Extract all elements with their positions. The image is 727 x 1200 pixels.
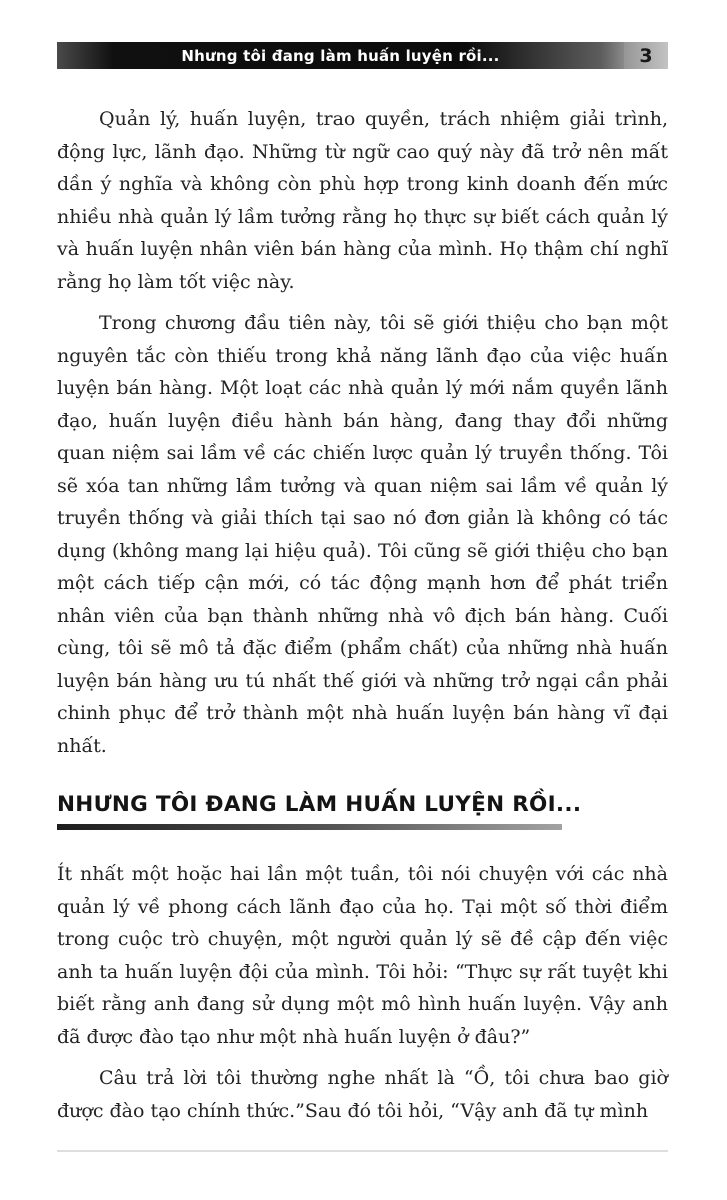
body-paragraph: Ít nhất một hoặc hai lần một tuần, tôi nói chuyện với các nhà quản lý về phong cách lãnh đạo của họ. Tại một số thời điểm trong cuộc trò chuyện, một người quản lý sẽ đề cập đến việc anh ta huấn luyện đội của mình. Tôi hỏi: “Thực sự rất tuyệt khi biết rằng anh đang sử dụng một mô hình huấn luyện. Vậy anh đã được đào tạo như một nhà huấn luyện ở đâu?” bbox=[57, 863, 668, 1048]
page-header bbox=[57, 42, 668, 69]
chapter-section bbox=[57, 792, 668, 1127]
page-body bbox=[57, 103, 668, 1127]
body-paragraph: Câu trả lời tôi thường nghe nhất là “Ồ, tôi chưa bao giờ được đào tạo chính thức.”Sau đó tôi hỏi, “Vậy anh đã tự mình bbox=[57, 1067, 668, 1122]
body-paragraph: Quản lý, huấn luyện, trao quyền, trách nhiệm giải trình, động lực, lãnh đạo. Những từ ngữ cao quý này đã trở nên mất dần ý nghĩa và không còn phù hợp trong kinh doanh đến mức nhiều nhà quản lý lầm tưởng rằng họ thực sự biết cách quản lý và huấn luyện nhân viên bán hàng của mình. Họ thậm chí nghĩ rằng họ làm tốt việc này. bbox=[57, 108, 668, 293]
running-head-bar bbox=[57, 42, 624, 69]
section-heading: NHƯNG TÔI ĐANG LÀM HUẤN LUYỆN RỒI... bbox=[57, 792, 582, 817]
running-head: Nhưng tôi đang làm huấn luyện rồi... bbox=[181, 46, 500, 65]
page-number: 3 bbox=[639, 44, 653, 67]
bottom-divider bbox=[57, 1150, 668, 1152]
heading-underline bbox=[57, 824, 562, 830]
body-paragraph: Trong chương đầu tiên này, tôi sẽ giới thiệu cho bạn một nguyên tắc còn thiếu trong khả năng lãnh đạo của việc huấn luyện bán hàng. Một loạt các nhà quản lý mới nắm quyền lãnh đạo, huấn luyện điều hành bán hàng, đang thay đổi những quan niệm sai lầm về các chiến lược quản lý truyền thống. Tôi sẽ xóa tan những lầm tưởng và quan niệm sai lầm về quản lý truyền thống và giải thích tại sao nó đơn giản là không có tác dụng (không mang lại hiệu quả). Tôi cũng sẽ giới thiệu cho bạn một cách tiếp cận mới, có tác động mạnh hơn để phát triển nhân viên của bạn thành những nhà vô địch bán hàng. Cuối cùng, tôi sẽ mô tả đặc điểm (phẩm chất) của những nhà huấn luyện bán hàng ưu tú nhất thế giới và những trở ngại cần phải chinh phục để trở thành một nhà huấn luyện bán hàng vĩ đại nhất. bbox=[57, 312, 668, 757]
page-number-box bbox=[624, 42, 668, 69]
